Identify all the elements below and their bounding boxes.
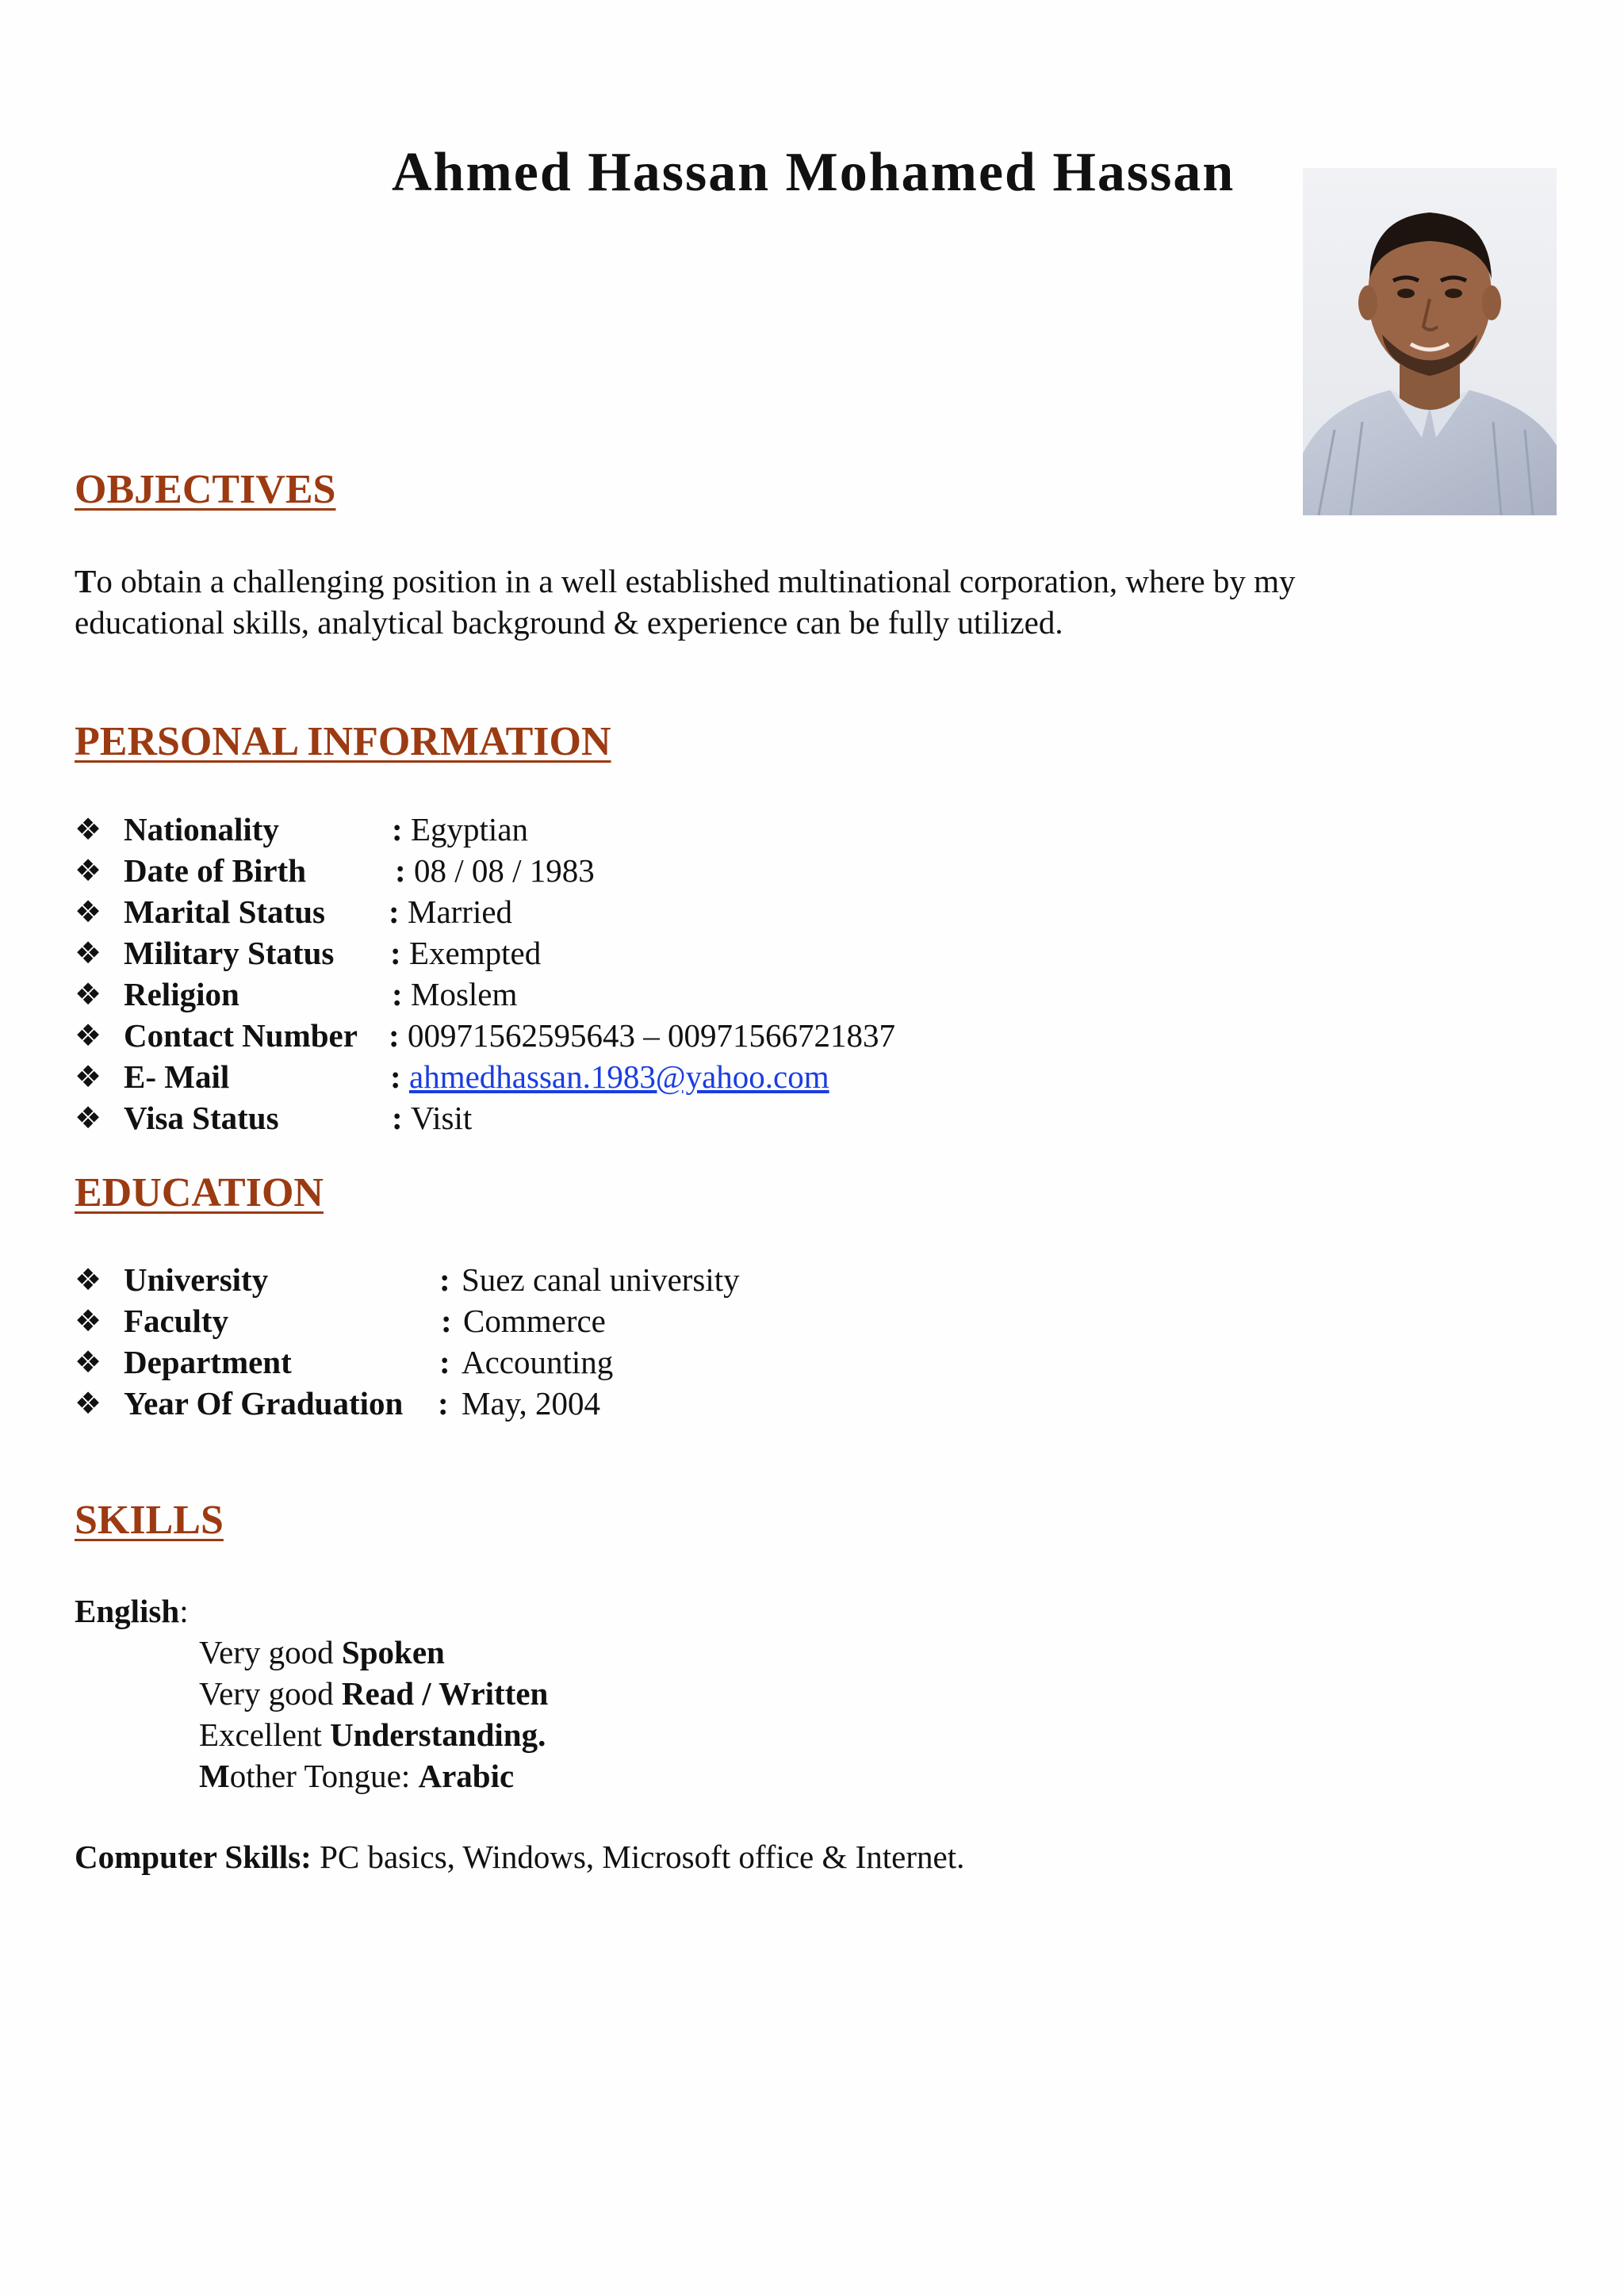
row-value: Commerce <box>463 1303 606 1339</box>
row-value: Suez canal university <box>462 1261 740 1298</box>
mother-tongue-first-letter: M <box>199 1758 230 1794</box>
computer-skills-label: Computer Skills: <box>75 1839 312 1875</box>
row-colon: : <box>439 1261 450 1298</box>
profile-photo <box>1303 168 1557 515</box>
objectives-line-1-text: o obtain a challenging position in a well established multinational corporation, where by my <box>96 563 1296 599</box>
skill-level: Excellent <box>199 1716 331 1753</box>
row-colon: : <box>389 894 400 930</box>
objectives-heading: OBJECTIVES <box>75 467 336 512</box>
bullet-diamond-icon: ❖ <box>75 977 102 1012</box>
row-label: Religion <box>124 976 239 1012</box>
row-value: 08 / 08 / 1983 <box>414 852 595 889</box>
bullet-diamond-icon: ❖ <box>75 812 102 847</box>
row-colon: : <box>390 1058 401 1095</box>
email-link[interactable]: ahmedhassan.1983@yahoo.com <box>409 1058 829 1095</box>
row-label: Military Status <box>124 935 335 971</box>
computer-skills-line <box>75 1838 964 1876</box>
row-colon: : <box>392 1100 403 1136</box>
row-colon: : <box>389 1017 400 1054</box>
row-label: Marital Status <box>124 894 325 930</box>
bullet-diamond-icon: ❖ <box>75 1262 102 1297</box>
english-label <box>75 1592 189 1630</box>
skill-type: Spoken <box>341 1634 445 1670</box>
education-heading: EDUCATION <box>75 1170 324 1215</box>
bullet-diamond-icon: ❖ <box>75 1018 102 1053</box>
skill-level: Very good <box>199 1675 342 1712</box>
bullet-diamond-icon: ❖ <box>75 894 102 929</box>
skills-heading: SKILLS <box>75 1498 224 1543</box>
mother-tongue-value: Arabic <box>418 1758 515 1794</box>
skill-type: Understanding. <box>330 1716 546 1753</box>
row-label: Year Of Graduation <box>124 1385 404 1422</box>
objectives-paragraph <box>75 561 1423 643</box>
row-label: Date of Birth <box>124 852 307 889</box>
row-label: University <box>124 1261 269 1298</box>
bullet-diamond-icon: ❖ <box>75 1059 102 1094</box>
english-understanding-line <box>199 1716 546 1754</box>
bullet-diamond-icon: ❖ <box>75 1345 102 1380</box>
row-colon: : <box>392 811 403 848</box>
bullet-diamond-icon: ❖ <box>75 1386 102 1421</box>
bullet-diamond-icon: ❖ <box>75 1100 102 1135</box>
mother-tongue-line <box>199 1757 514 1795</box>
objectives-line-1 <box>75 561 1423 602</box>
objectives-line-2: educational skills, analytical background & experience can be fully utilized. <box>75 604 1063 641</box>
row-colon: : <box>441 1303 452 1339</box>
row-value: 00971562595643 – 00971566721837 <box>408 1017 895 1054</box>
english-read-written-line <box>199 1674 548 1712</box>
row-colon: : <box>395 852 406 889</box>
row-label: Contact Number <box>124 1017 358 1054</box>
skill-level: Very good <box>199 1634 342 1670</box>
objectives-first-letter: T <box>75 563 97 599</box>
row-value: Visit <box>411 1100 473 1136</box>
english-spoken-line <box>199 1633 445 1671</box>
row-label: Nationality <box>124 811 279 848</box>
row-colon: : <box>439 1344 450 1380</box>
bullet-diamond-icon: ❖ <box>75 1303 102 1338</box>
computer-skills-value: PC basics, Windows, Microsoft office & Internet. <box>311 1839 965 1875</box>
personal-information-heading: PERSONAL INFORMATION <box>75 719 611 764</box>
row-value: Exempted <box>409 935 542 971</box>
english-label-colon: : <box>179 1593 189 1629</box>
bullet-diamond-icon: ❖ <box>75 936 102 970</box>
row-value: Egyptian <box>411 811 529 848</box>
row-value: Accounting <box>462 1344 614 1380</box>
row-colon: : <box>438 1385 449 1422</box>
mother-tongue-label: other Tongue: <box>229 1758 419 1794</box>
row-value: Moslem <box>411 976 518 1012</box>
row-label: E- Mail <box>124 1058 230 1095</box>
english-label-text: English <box>75 1593 180 1629</box>
row-value: Married <box>408 894 513 930</box>
row-label: Visa Status <box>124 1100 279 1136</box>
row-colon: : <box>390 935 401 971</box>
row-label: Faculty <box>124 1303 229 1339</box>
row-colon: : <box>392 976 403 1012</box>
skill-type: Read / Written <box>341 1675 549 1712</box>
cv-name-title: Ahmed Hassan Mohamed Hassan <box>392 142 1235 203</box>
bullet-diamond-icon: ❖ <box>75 853 102 888</box>
row-label: Department <box>124 1344 292 1380</box>
row-value: May, 2004 <box>462 1385 600 1422</box>
